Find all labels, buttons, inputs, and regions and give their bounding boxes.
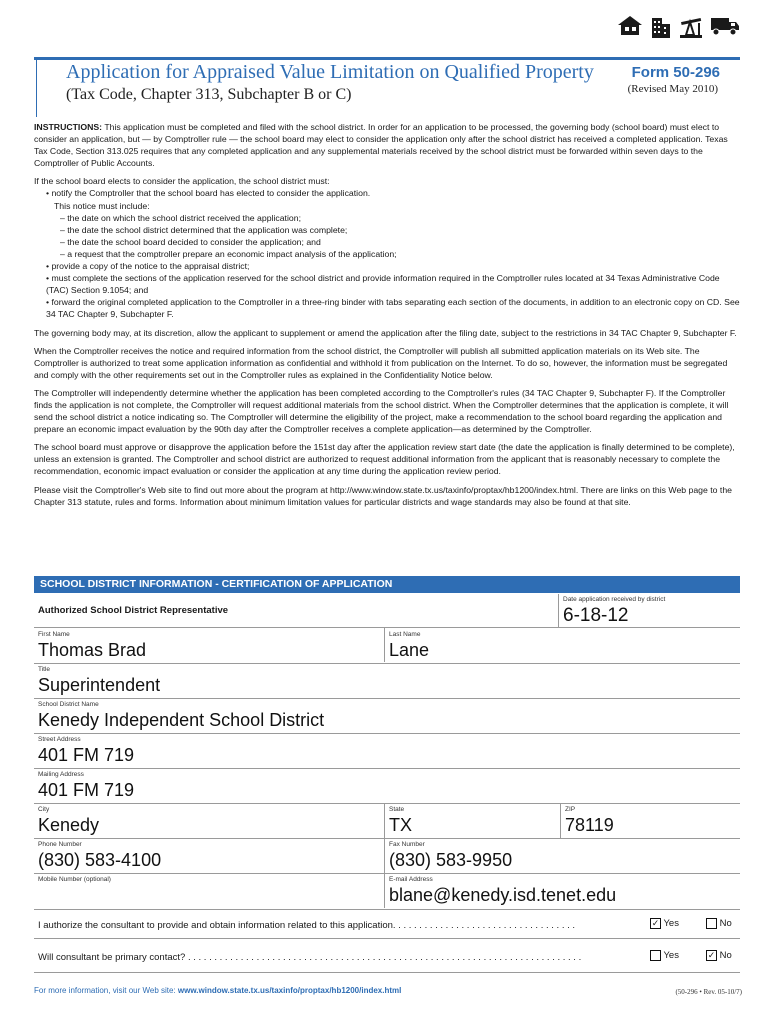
yes-label: Yes xyxy=(663,918,679,930)
instructions xyxy=(34,121,740,514)
divider xyxy=(34,698,740,699)
authorized-rep-heading: Authorized School District Representative xyxy=(38,605,229,616)
instructions-intro xyxy=(34,121,740,169)
list-item: • must complete the sections of the application reserved for the school district and provide information required in the Comptroller rules located at 34 Texas Administrative Code (TAC) Section 9.1054; and xyxy=(46,273,720,296)
header-left-rule xyxy=(36,57,37,117)
mobile-field[interactable] xyxy=(38,885,378,907)
city-label: City xyxy=(38,806,50,813)
instructions-p2: If the school board elects to consider the application, the school district must: xyxy=(34,176,330,187)
list-item: – a request that the comptroller prepare an economic impact analysis of the application; xyxy=(60,248,397,259)
mailing-address-label: Mailing Address xyxy=(38,771,84,778)
instructions-p4: When the Comptroller receives the notice and required information from the school district, the Comptroller will publish all submitted application materials on its Web site. The Comptroller is authorized to treat some application information as confidential and withhold it from publication on the Internet. To do so, however, the information must be segregated and comply with the other requirements set out in the Comptroller rules as explained in the Confidentiality Notice below. xyxy=(34,345,728,380)
divider xyxy=(34,873,740,874)
divider xyxy=(558,594,559,627)
yes-label: Yes xyxy=(663,950,679,962)
authorize-no-option[interactable] xyxy=(706,918,732,929)
divider xyxy=(34,663,740,664)
primary-yes-checkbox[interactable] xyxy=(650,950,661,961)
fax-label: Fax Number xyxy=(389,841,425,848)
section-header: SCHOOL DISTRICT INFORMATION - CERTIFICATION OF APPLICATION xyxy=(34,576,740,593)
list-item: • notify the Comptroller that the school board has elected to consider the application. xyxy=(46,188,371,199)
list-item: – the date on which the school district received the application; xyxy=(60,212,301,223)
mailing-address-field[interactable]: 401 FM 719 xyxy=(38,780,135,800)
form-subtitle: (Tax Code, Chapter 313, Subchapter B or C) xyxy=(66,86,352,103)
footer-note xyxy=(34,986,401,995)
divider xyxy=(34,838,740,839)
header-icons xyxy=(616,14,740,38)
primary-yes-option[interactable] xyxy=(650,950,679,961)
divider xyxy=(34,768,740,769)
last-name-label: Last Name xyxy=(389,631,421,638)
list-item: • provide a copy of the notice to the appraisal district; xyxy=(46,261,250,272)
school-district-field[interactable]: Kenedy Independent School District xyxy=(38,710,325,730)
list-item: This notice must include: xyxy=(54,200,150,211)
header-rule xyxy=(34,57,740,60)
oil-pump-icon xyxy=(678,14,704,38)
office-building-icon xyxy=(650,14,672,38)
divider xyxy=(384,839,385,873)
state-field[interactable]: TX xyxy=(389,815,413,835)
last-name-field[interactable]: Lane xyxy=(389,640,430,660)
divider xyxy=(34,803,740,804)
form-number: Form 50-296 xyxy=(631,64,720,81)
divider xyxy=(34,938,740,939)
phone-field[interactable]: (830) 583-4100 xyxy=(38,850,162,870)
city-field[interactable]: Kenedy xyxy=(38,815,100,835)
footer-link[interactable]: www.window.state.tx.us/taxinfo/proptax/hb1200/index.html xyxy=(177,986,402,995)
revision-date: (Revised May 2010) xyxy=(627,83,718,95)
primary-contact-question: Will consultant be primary contact? . . . . . . . . . . . . . . . . . . . . . . . . . . . . . . . . . . . . . . . . . . . . . . . . . . . . . . . . . . . . . . . . . . . . . . . . . . . xyxy=(38,952,582,963)
list-item: – the date the school board decided to consider the application; and xyxy=(60,236,321,247)
list-item: • forward the original completed application to the Comptroller in a three-ring binder with tabs separating each section of the documents, in addition to an electronic copy on CD. See 34 TAC Chapter 9, Subchapter F. xyxy=(46,297,740,320)
divider xyxy=(34,972,740,973)
authorize-no-checkbox[interactable] xyxy=(706,918,717,929)
first-name-field[interactable]: Thomas Brad xyxy=(38,640,147,660)
instructions-p6: The school board must approve or disapprove the application before the 151st day after the application review start date (the date the application is finally determined to be complete), unless an extension is granted. The Comptroller and school district are authorized to request additional information from the applicant that is reasonably necessary to complete the recommendation, economic impact evaluation or consider the application at any time during the application review period. xyxy=(34,442,735,477)
divider xyxy=(384,628,385,662)
phone-label: Phone Number xyxy=(38,841,82,848)
instructions-p5: The Comptroller will independently determine whether the application has been completed according to the Comptroller's rules (34 TAC Chapter 9, Subchapter F). If the Comptroller finds the application is not complete, the Comptroller will request additional materials from the school district. When the Comptroller determines that the application is complete, it will send the school district a notice indicating so. The Comptroller will determine the eligibility of the project, make a recommendation to the school board regarding the application and prepare an economic impact evaluation by the 90th day after the Comptroller receives a complete application—as determined by the Comptroller. xyxy=(34,387,729,435)
divider xyxy=(34,909,740,910)
state-label: State xyxy=(389,806,405,813)
street-address-label: Street Address xyxy=(38,736,81,743)
truck-icon xyxy=(710,14,740,36)
footer-text: For more information, visit our Web site: xyxy=(34,986,178,995)
divider xyxy=(34,733,740,734)
instructions-p1: This application must be completed and filed with the school district. In order for an application to be processed, the governing body (school board) must elect to consider an application, but — by Comptroller rule — the school board may elect to consider the application only after the school district has received a completed application. Texas Tax Code, Section 313.025 requires that any completed application and any supplemental materials received by the school district must be forwarded within seven days to the Comptroller of Public Accounts. xyxy=(34,122,728,169)
first-name-label: First Name xyxy=(38,631,70,638)
requirements-list xyxy=(34,187,740,320)
email-label: E-mail Address xyxy=(389,876,433,883)
instructions-lead: INSTRUCTIONS: xyxy=(34,122,103,132)
school-district-label: School District Name xyxy=(38,701,99,708)
zip-field[interactable]: 78119 xyxy=(565,815,614,835)
divider xyxy=(384,804,385,838)
list-item: – the date the school district determined that the application was complete; xyxy=(60,224,348,235)
email-field[interactable]: blane@kenedy.isd.tenet.edu xyxy=(389,885,617,905)
house-icon xyxy=(616,14,644,36)
revision-code: (50-296 • Rev. 05-10/7) xyxy=(675,988,742,996)
date-received-label: Date application received by district xyxy=(563,596,666,603)
date-received-field[interactable]: 6-18-12 xyxy=(563,605,629,626)
primary-no-checkbox[interactable]: ✓ xyxy=(707,950,716,960)
no-label: No xyxy=(719,950,732,962)
instructions-p7: Please visit the Comptroller's Web site to find out more about the program at http://www.window.state.tx.us/taxinfo/proptax/hb1200/index.html. There are links on this Web page to the Chapter 313 statute, rules and forms. Information about minimum limitation values for particular districts and wage standards may also be found at that site. xyxy=(34,484,732,507)
no-label: No xyxy=(719,918,732,930)
authorize-consultant-question: I authorize the consultant to provide and obtain information related to this application. . . . . . . . . . . . . . . . . . . . . . . . . . . . . . . . . . . xyxy=(38,920,576,931)
fax-field[interactable]: (830) 583-9950 xyxy=(389,850,513,870)
instructions-p3: The governing body may, at its discretion, allow the applicant to supplement or amend the application after the filing date, subject to the restrictions in 34 TAC Chapter 9, Subchapter F. xyxy=(34,327,737,338)
title-label: Title xyxy=(38,666,51,673)
divider xyxy=(34,627,740,628)
authorize-yes-option[interactable] xyxy=(650,918,679,929)
primary-no-option[interactable] xyxy=(706,950,732,961)
mobile-label: Mobile Number (optional) xyxy=(38,876,111,883)
form-title: Application for Appraised Value Limitation on Qualified Property xyxy=(66,61,594,83)
authorize-yes-checkbox[interactable]: ✓ xyxy=(651,918,660,928)
title-field[interactable]: Superintendent xyxy=(38,675,161,695)
divider xyxy=(560,804,561,838)
street-address-field[interactable]: 401 FM 719 xyxy=(38,745,135,765)
divider xyxy=(384,874,385,908)
zip-label: ZIP xyxy=(565,806,576,813)
